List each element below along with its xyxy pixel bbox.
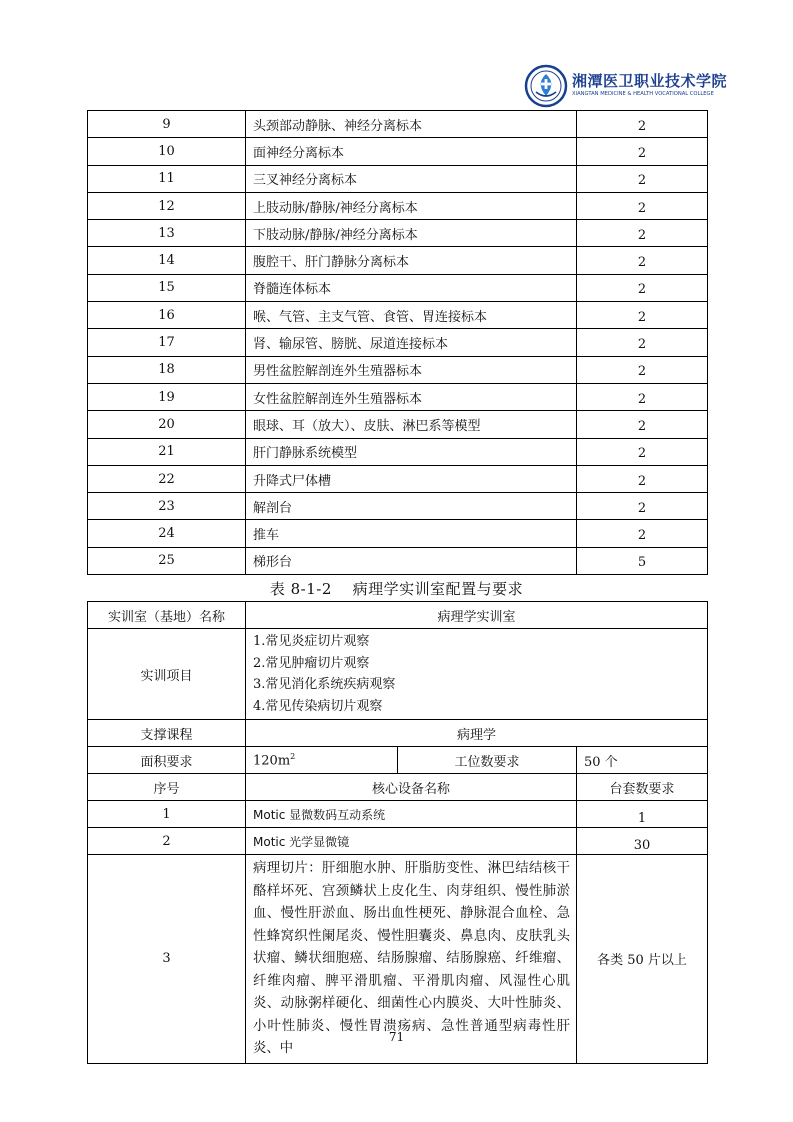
row-number: 11 (88, 165, 246, 192)
specimen-name: 升降式尸体槽 (246, 465, 577, 492)
area-number: 120m (253, 753, 291, 769)
training-item: 3.常见消化系统疾病观察 (253, 677, 396, 692)
items-label: 实训项目 (88, 629, 246, 720)
table-row (88, 165, 708, 192)
specimen-name: 肝门静脉系统模型 (246, 438, 577, 465)
area-value (246, 747, 398, 774)
table-row (88, 111, 708, 138)
items-row (88, 629, 708, 720)
specimen-name: 眼球、耳（放大）、皮肤、淋巴系等模型 (246, 411, 577, 438)
device-no: 3 (88, 855, 246, 1064)
quantity: 5 (577, 547, 708, 574)
training-item: 1.常见炎症切片观察 (253, 634, 370, 649)
row-number: 16 (88, 302, 246, 329)
room-row (88, 602, 708, 629)
specimen-name: 三叉神经分离标本 (246, 165, 577, 192)
table-row (88, 138, 708, 165)
quantity: 2 (577, 329, 708, 356)
row-number: 13 (88, 220, 246, 247)
row-number: 17 (88, 329, 246, 356)
quantity: 2 (577, 165, 708, 192)
college-logo (524, 64, 728, 108)
specimen-name: 上肢动脉/静脉/神经分离标本 (246, 192, 577, 219)
quantity: 2 (577, 302, 708, 329)
quantity: 2 (577, 520, 708, 547)
specimen-name: 女性盆腔解剖连外生殖器标本 (246, 383, 577, 410)
row-number: 23 (88, 493, 246, 520)
row-number: 15 (88, 274, 246, 301)
stations-value: 50 个 (577, 747, 708, 774)
table-row (88, 274, 708, 301)
stations-label: 工位数要求 (398, 747, 577, 774)
table-row (88, 520, 708, 547)
room-label: 实训室（基地）名称 (88, 602, 246, 629)
device-row (88, 801, 708, 828)
row-number: 10 (88, 138, 246, 165)
device-no: 1 (88, 801, 246, 828)
specimen-name: 肾、输尿管、膀胱、尿道连接标本 (246, 329, 577, 356)
col-header-no: 序号 (88, 774, 246, 801)
row-number: 25 (88, 547, 246, 574)
quantity: 2 (577, 493, 708, 520)
device-name: Motic 光学显微镜 (246, 828, 577, 855)
table-row (88, 356, 708, 383)
row-number: 14 (88, 247, 246, 274)
quantity: 2 (577, 438, 708, 465)
anatomy-equipment-table (87, 110, 708, 575)
row-number: 19 (88, 383, 246, 410)
room-value: 病理学实训室 (246, 602, 708, 629)
table-row (88, 465, 708, 492)
course-label: 支撑课程 (88, 720, 246, 747)
specimen-name: 面神经分离标本 (246, 138, 577, 165)
device-no: 2 (88, 828, 246, 855)
table-caption: 表 8-1-2 病理学实训室配置与要求 (269, 580, 524, 598)
row-number: 24 (88, 520, 246, 547)
items-list (246, 629, 708, 720)
specimen-name: 下肢动脉/静脉/神经分离标本 (246, 220, 577, 247)
col-header-qty: 台套数要求 (577, 774, 708, 801)
training-item: 2.常见肿瘤切片观察 (253, 655, 370, 671)
specimen-name: 头颈部动静脉、神经分离标本 (246, 111, 577, 138)
device-header-row (88, 774, 708, 801)
course-row (88, 720, 708, 747)
area-unit-superscript: 2 (290, 751, 296, 761)
row-number: 18 (88, 356, 246, 383)
specimen-name: 男性盆腔解剖连外生殖器标本 (246, 356, 577, 383)
quantity: 2 (577, 356, 708, 383)
area-row (88, 747, 708, 774)
col-header-device: 核心设备名称 (246, 774, 577, 801)
table-row (88, 411, 708, 438)
page-number: 71 (388, 1030, 405, 1044)
pathology-lab-table (87, 601, 708, 1064)
row-number: 12 (88, 192, 246, 219)
table-row (88, 329, 708, 356)
quantity: 2 (577, 247, 708, 274)
table-row (88, 220, 708, 247)
quantity: 2 (577, 383, 708, 410)
row-number: 22 (88, 465, 246, 492)
table-row (88, 438, 708, 465)
row-number: 21 (88, 438, 246, 465)
specimen-name: 腹腔干、肝门静脉分离标本 (246, 247, 577, 274)
college-name-cn: 湘潭医卫职业技术学院 (572, 72, 728, 90)
quantity: 2 (577, 192, 708, 219)
row-number: 9 (88, 111, 246, 138)
quantity: 2 (577, 111, 708, 138)
specimen-name: 推车 (246, 520, 577, 547)
college-emblem-icon (524, 64, 568, 108)
row-number: 20 (88, 411, 246, 438)
table-row (88, 547, 708, 574)
table-row (88, 247, 708, 274)
anatomy-equipment-rows (88, 111, 708, 575)
quantity: 2 (577, 274, 708, 301)
quantity: 2 (577, 411, 708, 438)
device-name: 病理切片：肝细胞水肿、肝脂肪变性、淋巴结结核干酪样坏死、宫颈鳞状上皮化生、肉芽组织、慢性肺淤血、慢性肝淤血、肠出血性梗死、静脉混合血栓、急性蜂窝织性阑尾炎、慢性胆囊炎、鼻息肉、皮肤乳头状瘤、鳞状细胞癌、结肠腺瘤、结肠腺癌、纤维瘤、纤维肉瘤、脾平滑肌瘤、平滑肌肉瘤、风湿性心肌炎、动脉粥样硬化、细菌性心内膜炎、大叶性肺炎、小叶性肺炎、慢性胃溃疡病、急性普通型病毒性肝炎、中 (246, 855, 577, 1064)
device-qty: 1 (577, 801, 708, 828)
table-row (88, 192, 708, 219)
specimen-name: 脊髓连体标本 (246, 274, 577, 301)
device-row (88, 828, 708, 855)
training-item: 4.常见传染病切片观察 (253, 698, 383, 714)
table-row (88, 493, 708, 520)
specimen-name: 喉、气管、主支气管、食管、胃连接标本 (246, 302, 577, 329)
device-qty: 各类 50 片以上 (577, 855, 708, 1064)
device-qty: 30 (577, 828, 708, 855)
table-row (88, 383, 708, 410)
area-label: 面积要求 (88, 747, 246, 774)
device-name: Motic 显微数码互动系统 (246, 801, 577, 828)
table-row (88, 302, 708, 329)
quantity: 2 (577, 138, 708, 165)
college-name-en: XIANGTAN MEDICINE & HEALTH VOCATIONAL COLLEGE (572, 91, 714, 97)
specimen-name: 梯形台 (246, 547, 577, 574)
specimen-name: 解剖台 (246, 493, 577, 520)
quantity: 2 (577, 220, 708, 247)
quantity: 2 (577, 465, 708, 492)
course-value: 病理学 (246, 720, 708, 747)
